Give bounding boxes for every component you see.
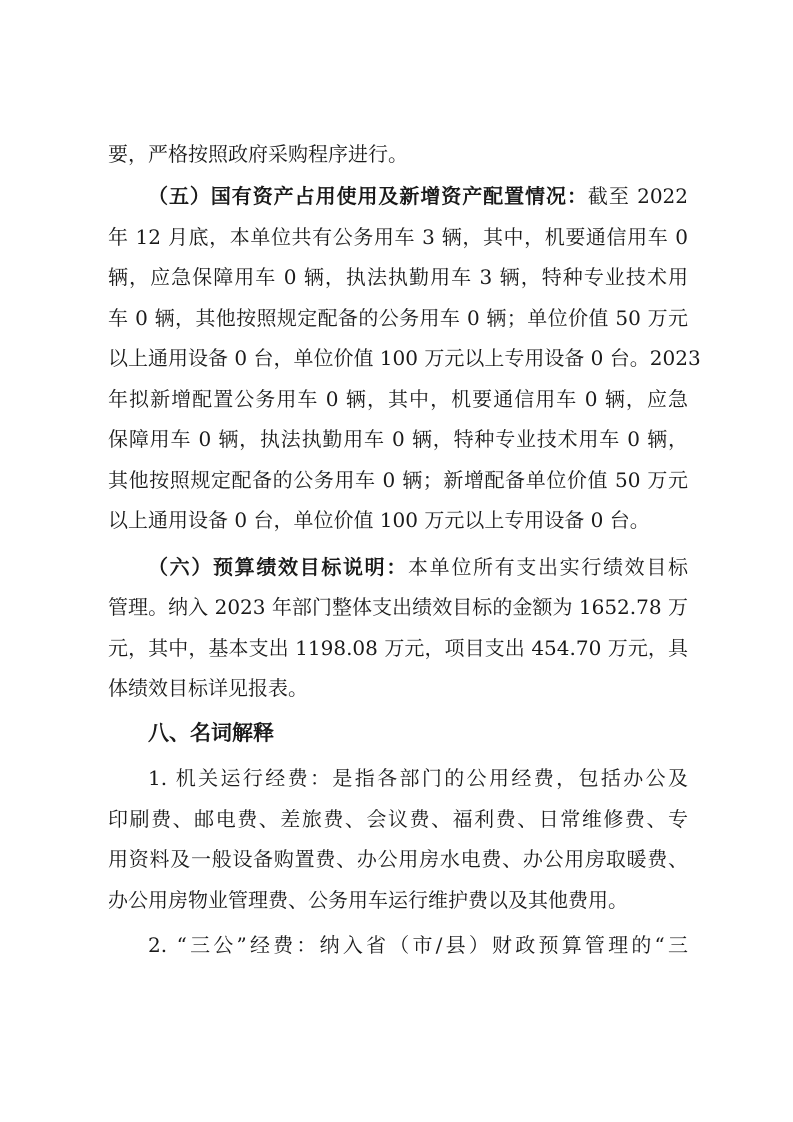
section5-text-line: 辆，应急保障用车 0 辆，执法执勤用车 3 辆，特种专业技术用 bbox=[108, 265, 688, 289]
section6-text-line: 元，其中，基本支出 1198.08 万元，项目支出 454.70 万元，具 bbox=[108, 636, 688, 660]
section6-text-line: 本单位所有支出实行绩效目标 bbox=[408, 555, 688, 579]
section5-text-line: 以上通用设备 0 台，单位价值 100 万元以上专用设备 0 台。2023 bbox=[108, 346, 701, 370]
item2-text-line: 2. “三公”经费：纳入省（市/县）财政预算管理的“三 bbox=[148, 933, 688, 957]
section6-text-line: 管理。纳入 2023 年部门整体支出绩效目标的金额为 1652.78 万 bbox=[108, 595, 688, 619]
item1-text-line: 办公用房物业管理费、公务用车运行维护费以及其他费用。 bbox=[108, 888, 628, 912]
section5-title: （五）国有资产占用使用及新增资产配置情况： bbox=[148, 184, 588, 208]
section5-text-line: 保障用车 0 辆，执法执勤用车 0 辆，特种专业技术用车 0 辆， bbox=[108, 427, 688, 451]
section6-text-line: 体绩效目标详见报表。 bbox=[108, 676, 308, 700]
section5-text-line: 车 0 辆，其他按照规定配备的公务用车 0 辆；单位价值 50 万元 bbox=[108, 306, 688, 330]
item1-text-line: 1. 机关运行经费：是指各部门的公用经费，包括办公及 bbox=[148, 766, 688, 790]
item1-text-line: 用资料及一般设备购置费、办公用房水电费、办公用房取暖费、 bbox=[108, 847, 688, 871]
section6-first-line bbox=[148, 552, 688, 582]
section5-text-line: 年拟新增配置公务用车 0 辆，其中，机要通信用车 0 辆，应急 bbox=[108, 387, 688, 411]
item1-text-line: 印刷费、邮电费、差旅费、会议费、福利费、日常维修费、专 bbox=[108, 807, 688, 831]
section5-text-line: 其他按照规定配备的公务用车 0 辆；新增配备单位价值 50 万元 bbox=[108, 468, 688, 492]
section5-text-line: 截至 2022 bbox=[587, 184, 689, 208]
section5-first-line bbox=[148, 181, 688, 211]
section6-title: （六）预算绩效目标说明： bbox=[148, 555, 408, 579]
section5-text-line: 以上通用设备 0 台，单位价值 100 万元以上专用设备 0 台。 bbox=[108, 508, 650, 532]
intro-line: 要，严格按照政府采购程序进行。 bbox=[108, 142, 408, 166]
section8-heading: 八、名词解释 bbox=[148, 721, 274, 745]
section5-text-line: 年 12 月底，本单位共有公务用车 3 辆，其中，机要通信用车 0 bbox=[108, 225, 688, 249]
